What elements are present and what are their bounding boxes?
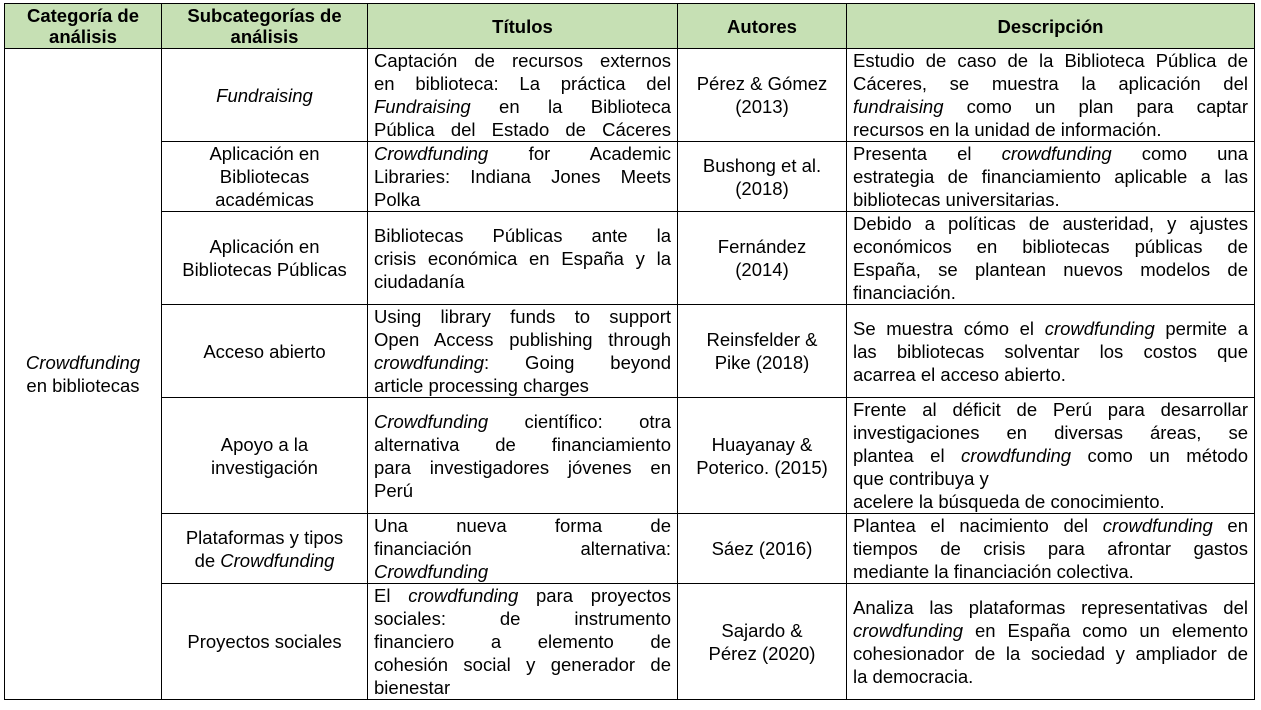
title-line: Polka [374, 189, 421, 210]
author-line: Pérez (2020) [708, 642, 816, 664]
desc-line: fundraising como un plan para captar [853, 96, 1248, 117]
header-subcategorias: Subcategorías de análisis [162, 4, 368, 49]
table-row [5, 212, 1255, 305]
author-line: Poterico. (2015) [696, 456, 828, 478]
title-line: financiación alternativa: [374, 538, 671, 559]
desc-line: Plantea el nacimiento del crowdfunding en [853, 515, 1249, 536]
title-line: Crowdfunding for Academic [374, 143, 671, 164]
title-line: Una nueva forma de [374, 515, 671, 536]
desc-line: crowdfunding en España como un elemento [853, 619, 1248, 641]
desc-line: económicos en bibliotecas públicas de [853, 236, 1248, 257]
subcategory-line: Aplicación en [209, 236, 320, 257]
title-line: para investigadores jóvenes en [374, 456, 671, 478]
desc-line: acelere la búsqueda de conocimiento. [853, 491, 1165, 512]
header-descripcion: Descripción [847, 4, 1255, 49]
desc-line: tiempos de crisis para afrontar gastos [853, 538, 1248, 559]
desc-line: la democracia. [853, 665, 974, 687]
desc-line: las bibliotecas solventar los costos que [853, 340, 1248, 362]
author-cell [678, 584, 847, 700]
author-line: Huayanay & [711, 433, 813, 455]
desc-line: España, se plantean nuevos modelos de [853, 259, 1248, 280]
desc-line: Debido a políticas de austeridad, y ajustes [853, 213, 1248, 234]
title-line: ciudadanía [374, 270, 465, 292]
subcategory-line: Apoyo a la [220, 433, 309, 455]
author-line: Pérez & Gómez [696, 73, 828, 94]
title-line: Open Access publishing through [374, 329, 671, 350]
desc-line: bibliotecas universitarias. [853, 189, 1060, 210]
title-line: crowdfunding: Going beyond [374, 352, 671, 373]
title-line: sociales: de instrumento [374, 608, 671, 629]
desc-line: mediante la financiación colectiva. [853, 561, 1134, 582]
author-cell [678, 398, 847, 514]
subcategory-line: Plataformas y tipos [185, 526, 344, 548]
title-cell [368, 398, 678, 514]
description-cell [847, 49, 1255, 142]
description-cell [847, 398, 1255, 514]
desc-line: Presenta el crowdfunding como una [853, 143, 1248, 164]
desc-line: plantea el crowdfunding como un método [853, 445, 1248, 466]
subcategory-line: Bibliotecas Públicas [182, 259, 347, 280]
desc-line: Frente al déficit de Perú para desarrollar [853, 399, 1248, 420]
desc-line: financiación. [853, 282, 956, 303]
description-cell [847, 142, 1255, 212]
title-line: Bibliotecas Públicas ante la [374, 224, 671, 246]
subcategory-line: académicas [215, 189, 314, 210]
desc-line: recursos en la unidad de información. [853, 119, 1162, 140]
title-line: Crowdfunding [374, 561, 489, 582]
author-line: (2014) [735, 259, 789, 280]
subcategory-text: Acceso abierto [203, 340, 326, 362]
subcategory-text: Fundraising [216, 84, 313, 106]
title-cell [368, 142, 678, 212]
description-cell [847, 212, 1255, 305]
subcategory-cell [162, 212, 368, 305]
category-cell [5, 49, 162, 700]
title-line: Pública del Estado de Cáceres [374, 119, 671, 140]
description-cell [847, 584, 1255, 700]
table-row [5, 305, 1255, 398]
subcategory-cell [162, 514, 368, 584]
title-line: Using library funds to support [374, 306, 671, 327]
title-line: cohesión social y generador de [374, 654, 671, 675]
author-line: (2013) [735, 96, 789, 117]
title-cell [368, 212, 678, 305]
title-cell [368, 49, 678, 142]
title-cell [368, 584, 678, 700]
desc-line: acarrea el acceso abierto. [853, 363, 1066, 385]
desc-line: estrategia de financiamiento aplicable a las [853, 166, 1248, 187]
title-line: El crowdfunding para proyectos [374, 585, 672, 606]
header-autores: Autores [678, 4, 847, 49]
author-cell [678, 305, 847, 398]
title-line: financiero a elemento de [374, 631, 671, 652]
subcategory-line: Aplicación en [209, 143, 320, 164]
subcategory-cell [162, 584, 368, 700]
author-cell [678, 49, 847, 142]
title-line: Libraries: Indiana Jones Meets [374, 166, 671, 187]
author-line: Bushong et al. [702, 154, 822, 176]
title-cell [368, 305, 678, 398]
desc-line: cohesionador de la sociedad y ampliador de [853, 642, 1248, 664]
title-line: crisis económica en España y la [374, 247, 671, 269]
title-line: alternativa de financiamiento [374, 433, 671, 455]
description-cell [847, 305, 1255, 398]
title-line: article processing charges [374, 375, 589, 396]
author-line: Reinsfelder & [706, 329, 818, 350]
header-row [5, 4, 1255, 49]
desc-line: Cáceres, se muestra la aplicación del [853, 73, 1248, 94]
category-rest: en bibliotecas [26, 375, 140, 396]
title-line: en biblioteca: La práctica del [374, 73, 671, 94]
author-line: (2018) [735, 177, 789, 199]
subcategory-cell [162, 142, 368, 212]
category-italic: Crowdfunding [25, 352, 141, 373]
title-cell [368, 514, 678, 584]
table-row [5, 584, 1255, 700]
subcategory-cell [162, 305, 368, 398]
author-line: Sajardo & [721, 619, 803, 641]
title-line: bienestar [374, 677, 451, 698]
subcategory-line: de Crowdfunding [194, 549, 335, 571]
subcategory-cell [162, 398, 368, 514]
author-cell [678, 514, 847, 584]
title-line: Fundraising en la Biblioteca [374, 96, 671, 117]
header-titulos: Títulos [368, 4, 678, 49]
desc-line: Analiza las plataformas representativas del [853, 596, 1248, 618]
subcategory-text: Proyectos sociales [187, 631, 342, 652]
table-row [5, 514, 1255, 584]
desc-line: Se muestra cómo el crowdfunding permite a [853, 317, 1249, 339]
title-line: Crowdfunding científico: otra [374, 410, 671, 432]
header-categoria: Categoría de análisis [5, 4, 162, 49]
author-cell [678, 212, 847, 305]
author-cell [678, 142, 847, 212]
desc-line: Estudio de caso de la Biblioteca Pública de [853, 50, 1248, 71]
desc-line: que contribuya y [853, 468, 989, 489]
subcategory-line: investigación [211, 456, 318, 478]
analysis-table [4, 3, 1255, 700]
title-line: Captación de recursos externos [374, 50, 671, 71]
subcategory-line: Bibliotecas [219, 166, 310, 187]
desc-line: investigaciones en diversas áreas, se [853, 422, 1248, 443]
title-line: Perú [374, 479, 414, 501]
author-line: Pike (2018) [714, 352, 810, 373]
table-row [5, 398, 1255, 514]
author-line: Sáez (2016) [711, 538, 813, 559]
table-row [5, 49, 1255, 142]
table-row [5, 142, 1255, 212]
description-cell [847, 514, 1255, 584]
subcategory-cell [162, 49, 368, 142]
author-line: Fernández [717, 236, 807, 257]
